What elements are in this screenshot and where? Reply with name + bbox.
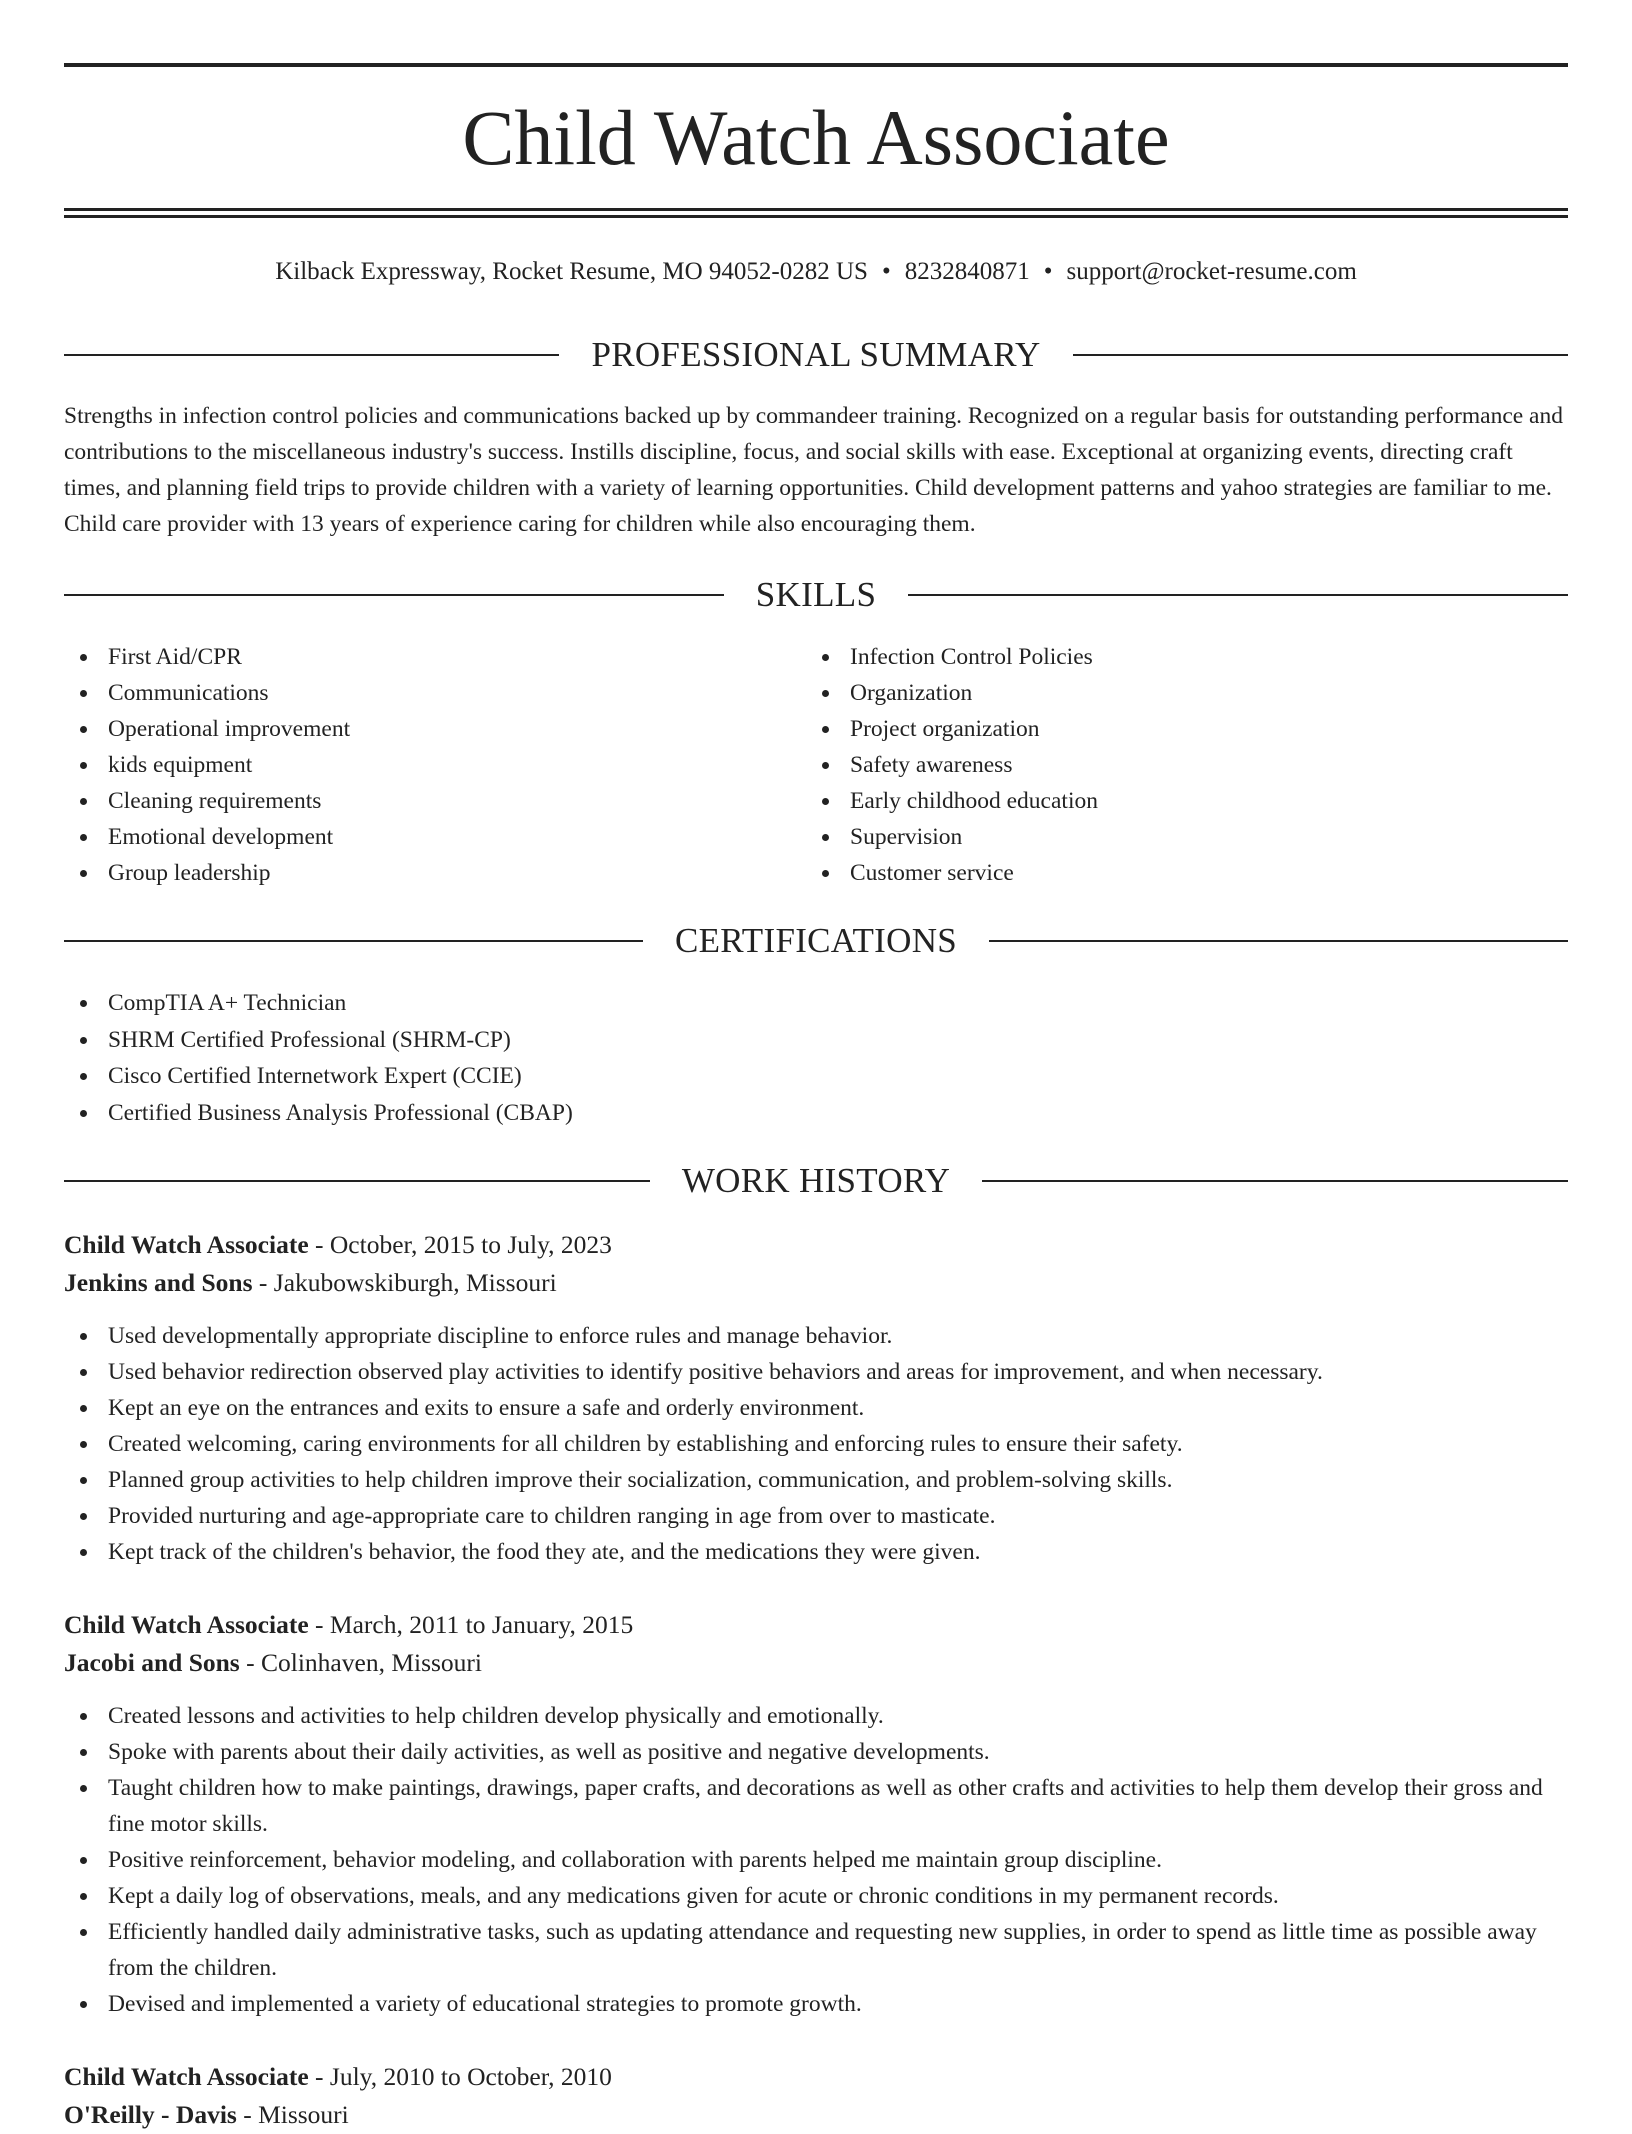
skills-list-right — [806, 639, 1506, 891]
job-entry — [64, 1606, 1568, 2022]
job-title: Child Watch Associate — [64, 1230, 309, 1259]
skill-item: Operational improvement — [64, 711, 764, 747]
certification-item: Cisco Certified Internetwork Expert (CCIE) — [64, 1058, 1568, 1095]
skill-item: Infection Control Policies — [806, 639, 1506, 675]
skill-item: Communications — [64, 675, 764, 711]
skill-item: Group leadership — [64, 855, 764, 891]
section-title: CERTIFICATIONS — [674, 921, 958, 960]
job-title-line: Child Watch Associate - July, 2010 to October, 2010 — [64, 2062, 612, 2091]
heading-rule — [982, 1180, 1568, 1182]
job-bullet: Kept an eye on the entrances and exits to ensure a safe and orderly environment. — [64, 1390, 1568, 1426]
job-bullet: Kept track of the children's behavior, the food they ate, and the medications they were given. — [64, 1534, 1568, 1570]
job-company: Jenkins and Sons — [64, 1268, 253, 1297]
skill-item: Emotional development — [64, 819, 764, 855]
skill-item: kids equipment — [64, 747, 764, 783]
job-bullet: Used developmentally appropriate discipline to enforce rules and manage behavior. — [64, 1318, 1568, 1354]
certification-item: SHRM Certified Professional (SHRM-CP) — [64, 1022, 1568, 1059]
section-title: SKILLS — [755, 575, 877, 614]
job-company-line: O'Reilly - Davis - Missouri — [64, 2100, 349, 2129]
job-location: Jakubowskiburgh, Missouri — [273, 1268, 557, 1297]
candidate-name: Child Watch Associate — [462, 94, 1170, 181]
job-entry — [64, 2058, 1568, 2134]
contact-separator: • — [881, 258, 891, 285]
heading-rule — [908, 594, 1568, 596]
job-bullet: Used behavior redirection observed play activities to identify positive behaviors and areas for improvement, and when necessary. — [64, 1354, 1568, 1390]
job-title: Child Watch Associate — [64, 2062, 309, 2091]
job-location: Missouri — [258, 2100, 349, 2129]
contact-phone: 8232840871 — [904, 258, 1030, 285]
section-title: WORK HISTORY — [681, 1161, 951, 1200]
job-title-line: Child Watch Associate - March, 2011 to January, 2015 — [64, 1610, 634, 1639]
heading-rule — [64, 354, 559, 356]
header-top-rule — [64, 63, 1568, 67]
job-bullet: Provided nurturing and age-appropriate care to children ranging in age from over to masticate. — [64, 1498, 1568, 1534]
section-heading-summary — [64, 330, 1568, 380]
heading-rule — [64, 1180, 650, 1182]
skill-item: Cleaning requirements — [64, 783, 764, 819]
job-company: Jacobi and Sons — [64, 1648, 240, 1677]
contact-address: Kilback Expressway, Rocket Resume, MO 94052-0282 US — [275, 258, 868, 285]
job-bullet: Created lessons and activities to help children develop physically and emotionally. — [64, 1698, 1568, 1734]
heading-rule — [989, 940, 1568, 942]
certification-item: Certified Business Analysis Professional (CBAP) — [64, 1095, 1568, 1132]
skill-item: Supervision — [806, 819, 1506, 855]
job-dates: October, 2015 to July, 2023 — [329, 1230, 612, 1259]
section-heading-skills — [64, 570, 1568, 620]
contact-line — [64, 252, 1568, 292]
job-bullets — [64, 1318, 1568, 1570]
job-bullet: Created welcoming, caring environments for all children by establishing and enforcing rules to ensure their safety. — [64, 1426, 1568, 1462]
skill-item: Customer service — [806, 855, 1506, 891]
job-dates: July, 2010 to October, 2010 — [329, 2062, 612, 2091]
job-bullet: Kept a daily log of observations, meals, and any medications given for acute or chronic conditions in my permanent records. — [64, 1878, 1568, 1914]
job-title: Child Watch Associate — [64, 1610, 309, 1639]
job-title-line: Child Watch Associate - October, 2015 to July, 2023 — [64, 1230, 612, 1259]
certification-item: CompTIA A+ Technician — [64, 985, 1568, 1022]
job-bullets — [64, 1698, 1568, 2022]
section-heading-work-history — [64, 1156, 1568, 1206]
job-location: Colinhaven, Missouri — [261, 1648, 482, 1677]
skill-item: Early childhood education — [806, 783, 1506, 819]
job-bullet: Taught children how to make paintings, drawings, paper crafts, and decorations as well as other crafts and activities to help them develop their gross and fine motor skills. — [64, 1770, 1568, 1842]
job-bullet: Planned group activities to help children improve their socialization, communication, and problem-solving skills. — [64, 1462, 1568, 1498]
job-bullet: Devised and implemented a variety of educational strategies to promote growth. — [64, 1986, 1568, 2022]
job-bullet: Efficiently handled daily administrative tasks, such as updating attendance and requesting new supplies, in order to spend as little time as possible away from the children. — [64, 1914, 1568, 1986]
heading-rule — [1073, 354, 1568, 356]
skill-item: First Aid/CPR — [64, 639, 764, 675]
job-dates: March, 2011 to January, 2015 — [329, 1610, 634, 1639]
section-title: PROFESSIONAL SUMMARY — [591, 335, 1041, 374]
header-double-rule — [64, 208, 1568, 218]
skills-list-left — [64, 639, 764, 891]
job-company: O'Reilly - Davis — [64, 2100, 237, 2129]
contact-email[interactable]: support@rocket-resume.com — [1066, 258, 1357, 285]
skill-item: Organization — [806, 675, 1506, 711]
skill-item: Safety awareness — [806, 747, 1506, 783]
section-heading-certifications — [64, 916, 1568, 966]
job-company-line: Jenkins and Sons - Jakubowskiburgh, Missouri — [64, 1268, 557, 1297]
heading-rule — [64, 594, 724, 596]
heading-rule — [64, 940, 643, 942]
job-bullet: Spoke with parents about their daily activities, as well as positive and negative developments. — [64, 1734, 1568, 1770]
job-bullet: Positive reinforcement, behavior modeling, and collaboration with parents helped me maintain group discipline. — [64, 1842, 1568, 1878]
job-entry — [64, 1226, 1568, 1570]
job-company-line: Jacobi and Sons - Colinhaven, Missouri — [64, 1648, 482, 1677]
contact-separator: • — [1043, 258, 1053, 285]
skill-item: Project organization — [806, 711, 1506, 747]
certifications-list — [64, 985, 1568, 1131]
summary-text: Strengths in infection control policies and communications backed up by commandeer training. Recognized on a regular basis for outstanding performance and contributions to the miscellaneous industry's success. Instills discipline, focus, and social skills with ease. Exceptional at organizing events, directing craft times, and planning field trips to provide children with a variety of learning opportunities. Child development patterns and yahoo strategies are familiar to me. Child care provider with 13 years of experience caring for children while also encouraging them. — [64, 403, 1563, 537]
